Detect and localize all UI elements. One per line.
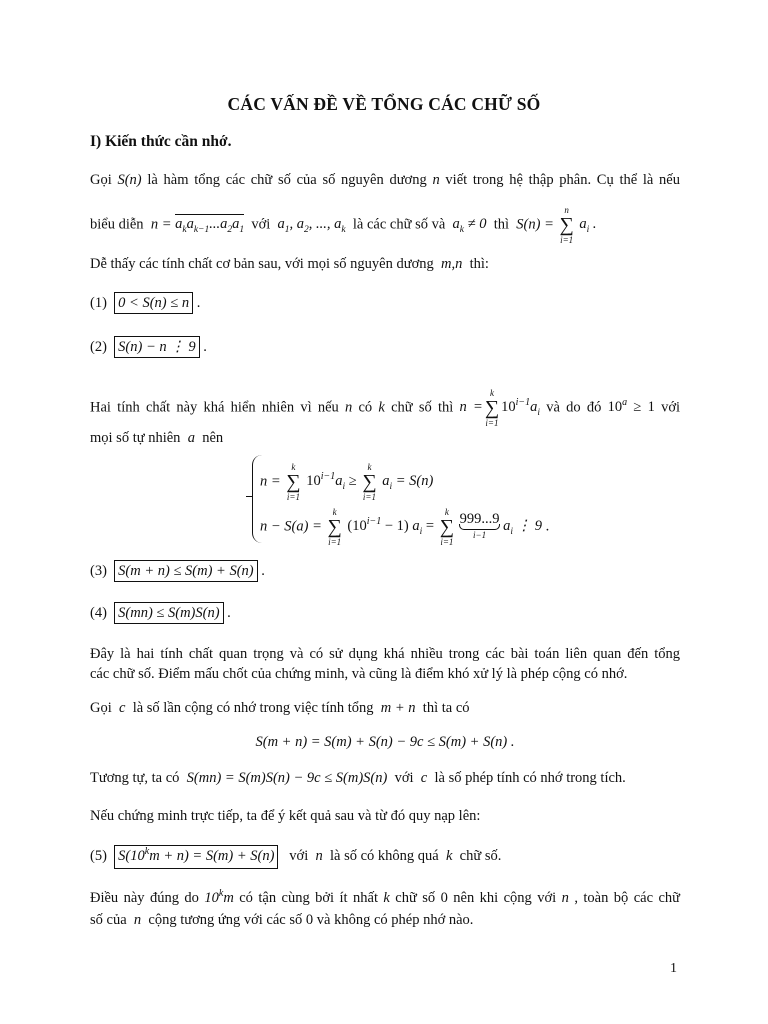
paragraph-proof-line2: số của n cộng tương ứng với các số 0 và không có phép nhớ nào. — [90, 912, 474, 928]
sigma-sum: n ∑ i=1 — [559, 205, 574, 245]
boxed-formula: $S(10^km + n) = S(m) + S(n)$ — [114, 845, 278, 869]
paragraph-importance-line1: Đây là hai tính chất quan trọng và có sử dụng khá nhiều trong các bài toán liên quan đến tổng — [90, 646, 680, 662]
page-title: CÁC VẤN ĐỀ VỀ TỔNG CÁC CHỮ SỐ — [227, 94, 541, 114]
paragraph-properties-intro: Dễ thấy các tính chất cơ bản sau, với mọi số nguyên dương m,n thì: — [90, 256, 489, 272]
property-3: (3) S(m + n) ≤ S(m) + S(n) . — [90, 560, 680, 582]
digit-representation: $a_ka_{k-1}...a_2a_1$ — [175, 216, 245, 236]
section-heading: I) Kiến thức cần nhớ. — [90, 133, 232, 150]
boxed-formula: S(n) − n ⋮ 9 — [114, 336, 199, 358]
paragraph-proof-line1: Điều này đúng do 10$^k$m có tận cùng bởi ít nhất k chữ số 0 nên khi cộng với n , toàn bộ các chữ — [90, 888, 681, 906]
equation-sum-carry: S(m + n) = S(m) + S(n) − 9c ≤ S(m) + S(n) . — [255, 734, 515, 750]
paragraph-definition-line1: Gọi S(n) là hàm tổng các chữ số của số nguyên dương n viết trong hệ thập phân. Cụ thể là nếu — [90, 172, 680, 188]
paragraph-product-carry: Tương tự, ta có S(mn) = S(m)S(n) − 9c ≤ S(m)S(n) với c là số phép tính có nhớ trong tích. — [90, 770, 626, 786]
system-line-1: n = k ∑ i=1 $10^{i-1}a_i$ ≥ k ∑ i=1 $a_i = S(n)$ — [260, 462, 434, 502]
property-2: (2) S(n) − n ⋮ 9 . — [90, 336, 680, 358]
system-line-2: n − S(a) = k ∑ i=1 $(10^{i-1} - 1) a_i$ = k ∑ i=1 999...9 i−1 $a_i$ ⋮ 9 . — [260, 507, 550, 547]
paragraph-induction-intro: Nếu chứng minh trực tiếp, ta để ý kết quả sau và từ đó quy nạp lên: — [90, 808, 481, 824]
page-number: 1 — [670, 961, 677, 976]
paragraph-carry-definition: Gọi c là số lần cộng có nhớ trong việc tính tổng m + n thì ta có — [90, 700, 470, 716]
paragraph-explanation-line2: mọi số tự nhiên a nên — [90, 430, 224, 446]
underbrace-nines: 999...9 i−1 — [459, 511, 500, 540]
property-1: (1) 0 < S(n) ≤ n . — [90, 292, 680, 314]
paragraph-importance-line2: các chữ số. Điểm mấu chốt của chứng minh, và cũng là điểm khó xử lý là phép cộng có nhớ. — [90, 666, 628, 682]
boxed-formula: S(mn) ≤ S(m)S(n) — [114, 602, 223, 624]
math-s-n: S(n) — [117, 172, 142, 188]
property-5: (5) $S(10^km + n) = S(m) + S(n)$ với n là số có không quá k chữ số. — [90, 845, 680, 869]
property-4: (4) S(mn) ≤ S(m)S(n) . — [90, 602, 680, 624]
boxed-formula: S(m + n) ≤ S(m) + S(n) — [114, 560, 257, 582]
paragraph-explanation-line1: Hai tính chất này khá hiển nhiên vì nếu n có k chữ số thì n = k ∑ i=1 $10^{i-1}a_i$ và do đó $10^a \ge 1$ với — [90, 388, 681, 428]
paragraph-definition-line2: biểu diễn $n = a_ka_{k-1}...a_2a_1$ với $a_1$, $a_2$, ..., $a_k$ là các chữ số và $a_k \ne 0$ thì S(n) = n ∑ i=1 $a_i$ . — [90, 205, 597, 245]
boxed-formula: 0 < S(n) ≤ n — [114, 292, 193, 314]
